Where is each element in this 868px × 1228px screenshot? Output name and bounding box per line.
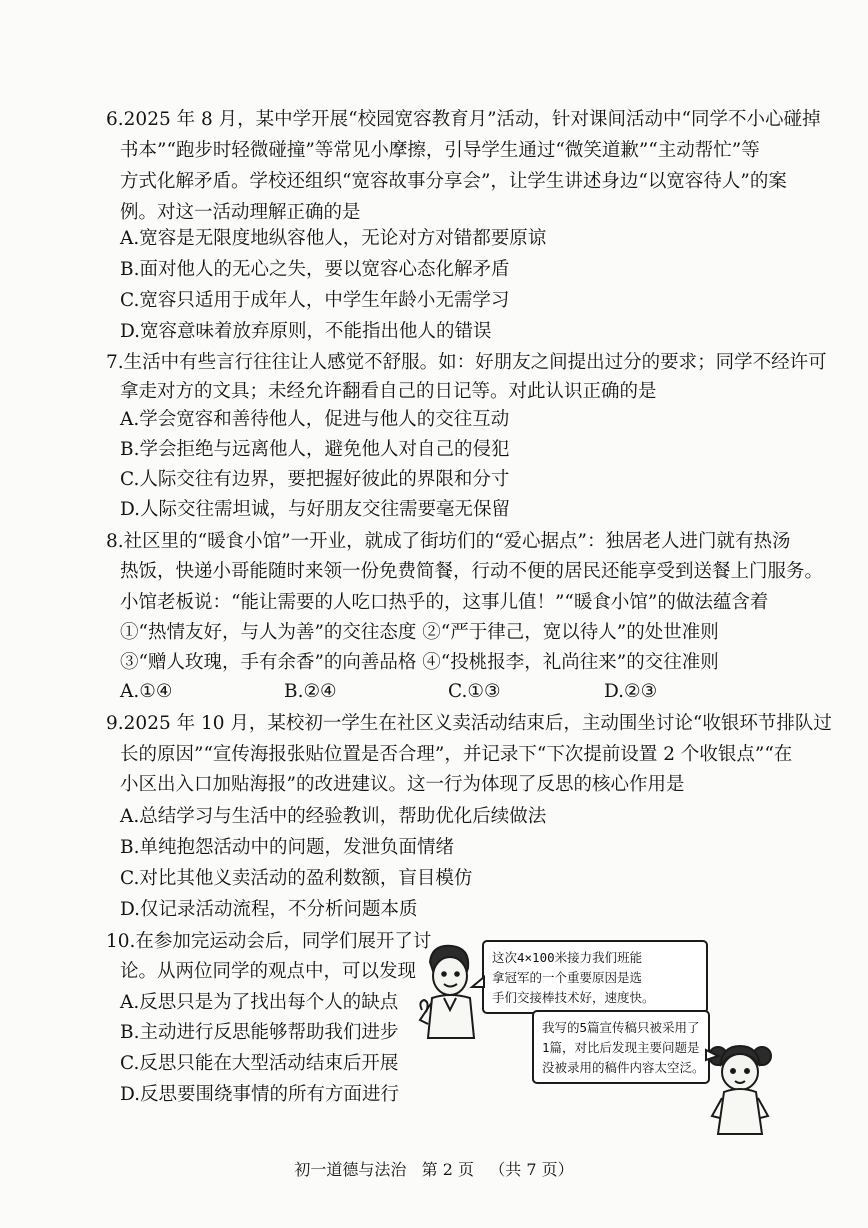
question-7-option-c: C.人际交往有边界，要把握好彼此的界限和分寸 [120, 469, 510, 490]
question-8-statement-1-2: ①“热情友好，与人为善”的交往态度 ②“严于律己，宽以待人”的处世准则 [120, 622, 719, 643]
boy-speech-line-3: 手们交接棒技术好，速度快。 [492, 990, 655, 1005]
girl-speech-line-1: 我写的5篇宣传稿只被采用了 [542, 1020, 700, 1035]
question-9-option-b: B.单纯抱怨活动中的问题，发泄负面情绪 [120, 837, 454, 858]
boy-speech-line-2: 拿冠军的一个重要原因是选 [492, 970, 643, 985]
question-9-stem-line-1: 9.2025 年 10 月，某校初一学生在社区义卖活动结束后，主动围坐讨论“收银环节排队过 [106, 713, 832, 734]
page-footer: 初一道德与法治 第 2 页 （共 7 页） [294, 1160, 574, 1179]
question-8-stem-line-1: 8.社区里的“暖食小馆”一开业，就成了街坊们的“爱心据点”：独居老人进门就有热汤 [106, 531, 791, 552]
question-7-option-a: A.学会宽容和善待他人，促进与他人的交往互动 [120, 409, 510, 430]
question-8-options-row [120, 678, 760, 706]
question-7-option-b: B.学会拒绝与远离他人，避免他人对自己的侵犯 [120, 439, 510, 460]
question-8-statement-3-4: ③“赠人玫瑰，手有余香”的向善品格 ④“投桃报李，礼尚往来”的交往准则 [120, 652, 719, 673]
question-9-option-d: D.仅记录活动流程，不分析问题本质 [120, 899, 418, 920]
question-8-option-a: A.①④ [120, 681, 173, 702]
boy-speech-line-1: 这次4×100米接力我们班能 [492, 950, 643, 965]
question-6-stem-line-4: 例。对这一活动理解正确的是 [120, 202, 361, 223]
question-10-stem-line-2: 论。从两位同学的观点中，可以发现 [120, 961, 417, 982]
question-6-stem-line-3: 方式化解矛盾。学校还组织“宽容故事分享会”，让学生讲述身边“以宽容待人”的案 [120, 171, 787, 192]
question-7-option-d: D.人际交往需坦诚，与好朋友交往需要毫无保留 [120, 499, 511, 520]
question-6-option-b: B.面对他人的无心之失，要以宽容心态化解矛盾 [120, 259, 510, 280]
question-6-stem-line-1: 6.2025 年 8 月，某中学开展“校园宽容教育月”活动，针对课间活动中“同学不小心碰掉 [106, 109, 821, 130]
question-8-option-b: B.②④ [284, 681, 337, 702]
girl-speech-bubble [532, 1010, 710, 1084]
question-8-option-c: C.①③ [448, 681, 501, 702]
question-9-stem-line-2: 长的原因”“宣传海报张贴位置是否合理”，并记录下“下次提前设置 2 个收银点”“在 [120, 744, 793, 765]
question-9-option-a: A.总结学习与生活中的经验教训，帮助优化后续做法 [120, 806, 547, 827]
question-10-stem-line-1: 10.在参加完运动会后，同学们展开了讨 [106, 931, 432, 952]
question-10-option-c: C.反思只能在大型活动结束后开展 [120, 1053, 399, 1074]
girl-speech-line-2: 1篇，对比后发现主要问题是 [542, 1040, 700, 1055]
girl-bubble-tail [704, 1048, 720, 1064]
question-6-option-d: D.宽容意味着放弃原则，不能指出他人的错误 [120, 321, 492, 342]
boy-bubble-tail [470, 975, 486, 991]
question-10-option-b: B.主动进行反思能够帮助我们进步 [120, 1022, 399, 1043]
boy-speech-bubble [482, 940, 708, 1014]
question-7-stem-line-1: 7.生活中有些言行往往让人感觉不舒服。如：好朋友之间提出过分的要求；同学不经许可 [106, 352, 827, 373]
question-6-stem-line-2: 书本”“跑步时轻微碰撞”等常见小摩擦，引导学生通过“微笑道歉”“主动帮忙”等 [120, 140, 760, 161]
question-7-stem-line-2: 拿走对方的文具；未经允许翻看自己的日记等。对此认识正确的是 [120, 381, 657, 402]
girl-speech-line-3: 没被录用的稿件内容太空泛。 [542, 1060, 705, 1075]
question-9-stem-line-3: 小区出入口加贴海报”的改进建议。这一行为体现了反思的核心作用是 [120, 774, 685, 795]
question-10-option-a: A.反思只是为了找出每个人的缺点 [120, 992, 399, 1013]
question-9-option-c: C.对比其他义卖活动的盈利数额，盲目模仿 [120, 868, 473, 889]
question-8-stem-line-3: 小馆老板说：“能让需要的人吃口热乎的，这事儿值！”“暖食小馆”的做法蕴含着 [120, 592, 769, 613]
question-8-stem-line-2: 热饭，快递小哥能随时来领一份免费简餐，行动不便的居民还能享受到送餐上门服务。 [120, 561, 824, 582]
question-10-option-d: D.反思要围绕事情的所有方面进行 [120, 1084, 400, 1105]
question-6-option-c: C.宽容只适用于成年人，中学生年龄小无需学习 [120, 290, 510, 311]
question-6-option-a: A.宽容是无限度地纵容他人，无论对方对错都要原谅 [120, 228, 547, 249]
question-8-option-d: D.②③ [604, 681, 658, 702]
